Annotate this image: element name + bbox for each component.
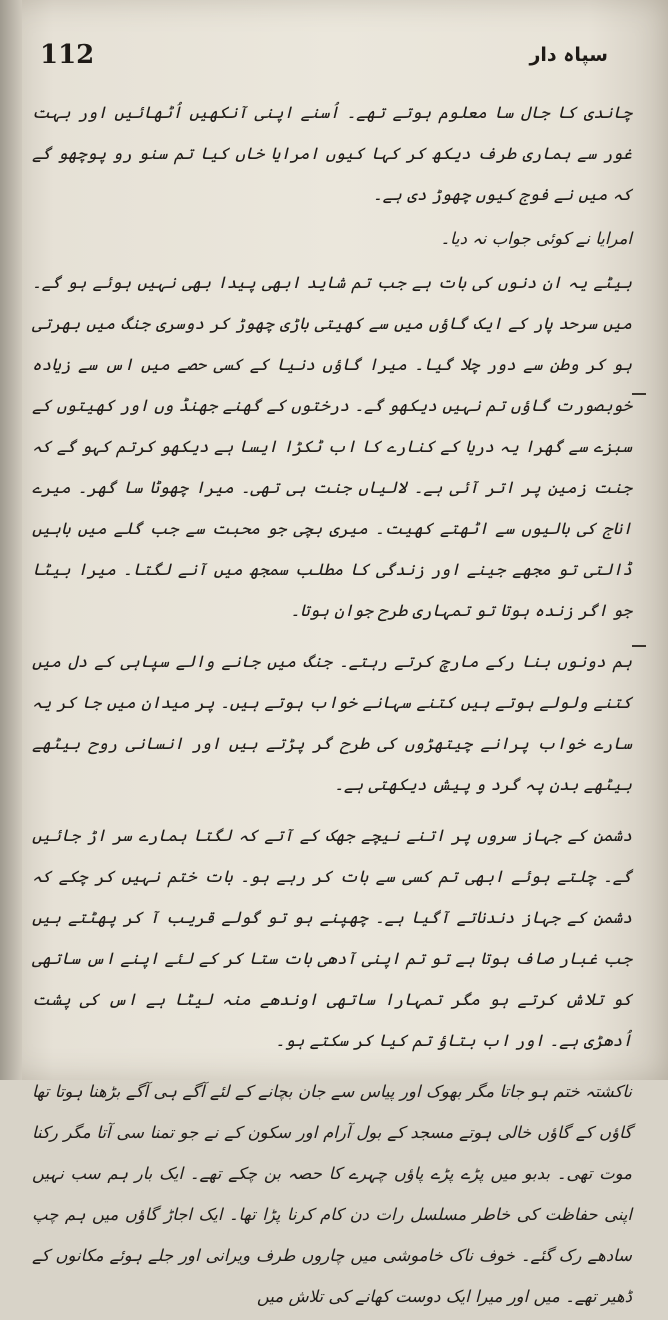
paragraph: دشمن کے جہاز سروں پر اتنے نیچے جھک کے آتے کہ لگتا ہمارے سر اڑ جائیں گے۔ چلتے ہوئے ابھی تم کسی سے بات کر رہے ہو۔ بات ختم نہیں کر چکے کہ دشمن کے جہاز دندناتے آگیا ہے۔ چھپنے ہو تو گولے قریب آ کر پھٹتے ہیں جب غبار صاف ہوتا ہے تو تم اپنی آدھی بات ستا کر کے لئے اپنے اس ساتھی کو تلاش کرتے ہو مگر تمہارا ساتھی اوندھے منہ لیٹا ہے اس کی پشت اُدھڑی ہے۔ اور اب بتاؤ تم کیا کر سکتے ہو۔ [32, 826, 632, 1050]
paragraph: بیٹے یہ ان دنوں کی بات ہے جب تم شاید ابھی پیدا بھی نہیں ہوئے ہو گے۔ میں سرحد پار کے ایک گاؤں میں سے کھیتی باڑی چھوڑ کر دوسری جنگ میں بھرتی ہو کر وطن سے دور چلا گیا۔ میرا گاؤں دنیا کے کسی حصے میں اس سے زیادہ خوبصورت گاؤں تم نہیں دیکھو گے۔ درختوں کے گھنے جھنڈ وں اور کھیتوں کے سبزے سے گھرا یہ دریا کے کنارے کا اب ٹکڑا ایسا ہے دیکھو کرتم کہو گے کہ جنت زمین پر اتر آئی ہے۔ لالیاں جنت ہی تھی۔ میرا چھوٹا سا گھر۔ میرے اناج کی بالیوں سے اٹھتے کھیت۔ میری بچی جو محبت سے جب گلے میں باہیں ڈالتی تو مجھے جینے اور زندگی کا مطلب سمجھ میں آنے لگتا۔ میرا بیٹا جو اگر زندہ ہوتا تو تمہاری طرح جوان ہوتا۔ [32, 273, 632, 620]
margin-mark [632, 393, 646, 395]
running-head: سپاہ دار [529, 44, 608, 66]
body-text [32, 92, 632, 1320]
page-spine-shadow [0, 0, 22, 1080]
paragraph: ناکشتہ ختم ہو جاتا مگر بھوک اور پیاس سے جان بچانے کے لئے آگے ہی آگے بڑھنا ہوتا تھا گاؤں کے گاؤں خالی ہوتے مسجد کے بول آرام اور سکون کے نے جو تمنا سی آتا مگر رکنا موت تھی۔ بدبو میں پڑے پڑے پاؤں چہرے کا حصہ بن چکے تھے۔ ایک بار ہم سب نہیں اپنی حفاظت کی خاطر مسلسل رات دن کام کرنا پڑا تھا۔ ایک اجاڑ گاؤں میں ہم چپ سادھے رک گئے۔ خوف ناک خاموشی میں چاروں طرف ویرانی اور جلے ہوئے مکانوں کے ڈھیر تھے۔ میں اور میرا ایک دوست کھانے کی تلاش میں [32, 1082, 632, 1306]
page-header [40, 40, 608, 80]
paragraph: امرایا نے کوئی جواب نہ دیا۔ [440, 229, 632, 248]
paragraph: چاندی کا جال سا معلوم ہوتے تھے۔ اُسنے اپنی آنکھیں اُٹھائیں اور بہت غور سے ہماری طرف دیکھ کر کہا کیوں امرایا خاں کیا تم سنو رو پوچھو گے کہ میں نے فوج کیوں چھوڑ دی ہے۔ [32, 103, 632, 204]
margin-mark [632, 645, 646, 647]
paragraph: ہم دونوں بنا رکے مارچ کرتے رہتے۔ جنگ میں جانے والے سپاہی کے دل میں کتنے ولولے ہوتے ہیں کتنے سہانے خواب ہوتے ہیں۔ پر میدان میں جا کر یہ سارے خواب پرانے چیتھڑوں کی طرح گر پڑتے ہیں اور انسانی روح بیٹھے بیٹھے بدن پہ گرد و پیش دیکھتی ہے۔ [32, 652, 632, 794]
page-number: 112 [40, 40, 95, 70]
